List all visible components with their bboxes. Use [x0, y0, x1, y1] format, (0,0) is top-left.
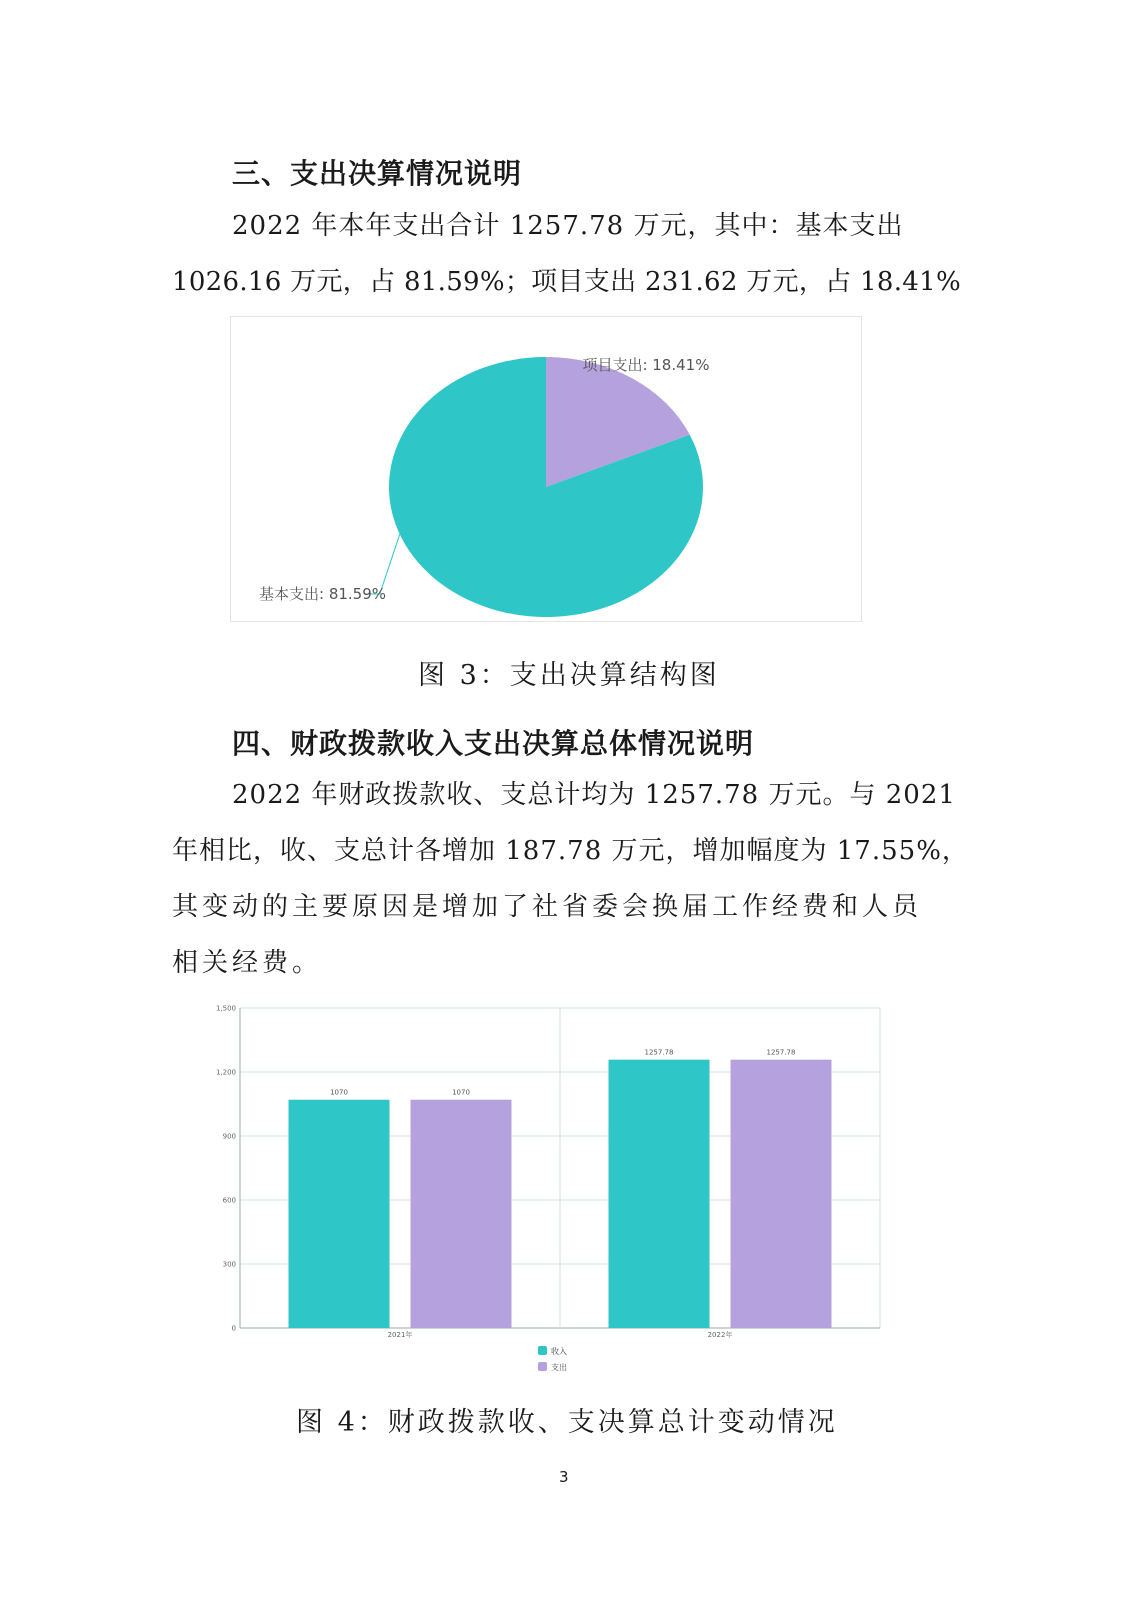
bar	[731, 1060, 832, 1328]
bar-value-label: 1257.78	[766, 1048, 796, 1057]
pie-label-basic: 基本支出: 81.59%	[259, 585, 387, 603]
pie-chart-container	[230, 316, 862, 622]
bar-value-label: 1070	[452, 1088, 470, 1097]
y-tick-label: 300	[222, 1260, 236, 1269]
page-number: 3	[559, 1468, 569, 1486]
pie-chart	[231, 317, 861, 621]
bar-chart	[210, 1000, 910, 1380]
section4-line2: 年相比，收、支总计各增加 187.78 万元，增加幅度为 17.55%，	[172, 836, 969, 866]
x-category-label: 2022年	[707, 1331, 733, 1339]
bar-value-label: 1257.78	[644, 1048, 674, 1057]
bar-value-label: 1070	[330, 1088, 348, 1097]
section3-line2: 1026.16 万元，占 81.59%；项目支出 231.62 万元，占 18.41%	[172, 267, 961, 297]
legend-label: 收入	[551, 1347, 567, 1356]
section4-line1: 2022 年财政拨款收、支总计均为 1257.78 万元。与 2021	[232, 780, 956, 810]
bar	[411, 1100, 512, 1328]
legend-label: 支出	[551, 1363, 567, 1372]
section4-heading: 四、财政拨款收入支出决算总体情况说明	[232, 727, 755, 760]
bar	[289, 1100, 390, 1328]
pie-label-project: 项目支出: 18.41%	[582, 356, 710, 374]
section4-line3: 其变动的主要原因是增加了社省委会换届工作经费和人员	[172, 892, 923, 922]
y-tick-label: 600	[222, 1196, 236, 1205]
figure4-caption: 图 4：财政拨款收、支决算总计变动情况	[296, 1407, 838, 1438]
section3-heading: 三、支出决算情况说明	[232, 157, 523, 190]
section4-line4: 相关经费。	[172, 948, 323, 978]
bar	[609, 1060, 710, 1328]
y-tick-label: 900	[222, 1132, 236, 1141]
section3-line1: 2022 年本年支出合计 1257.78 万元，其中：基本支出	[232, 211, 904, 241]
figure3-caption: 图 3：支出决算结构图	[418, 660, 720, 691]
legend-swatch	[538, 1362, 547, 1371]
bar-chart-container	[210, 1000, 910, 1380]
x-category-label: 2021年	[387, 1331, 413, 1339]
y-tick-label: 1,200	[215, 1068, 236, 1077]
legend-swatch	[538, 1346, 547, 1355]
y-tick-label: 1,500	[215, 1004, 236, 1013]
y-tick-label: 0	[231, 1324, 236, 1333]
